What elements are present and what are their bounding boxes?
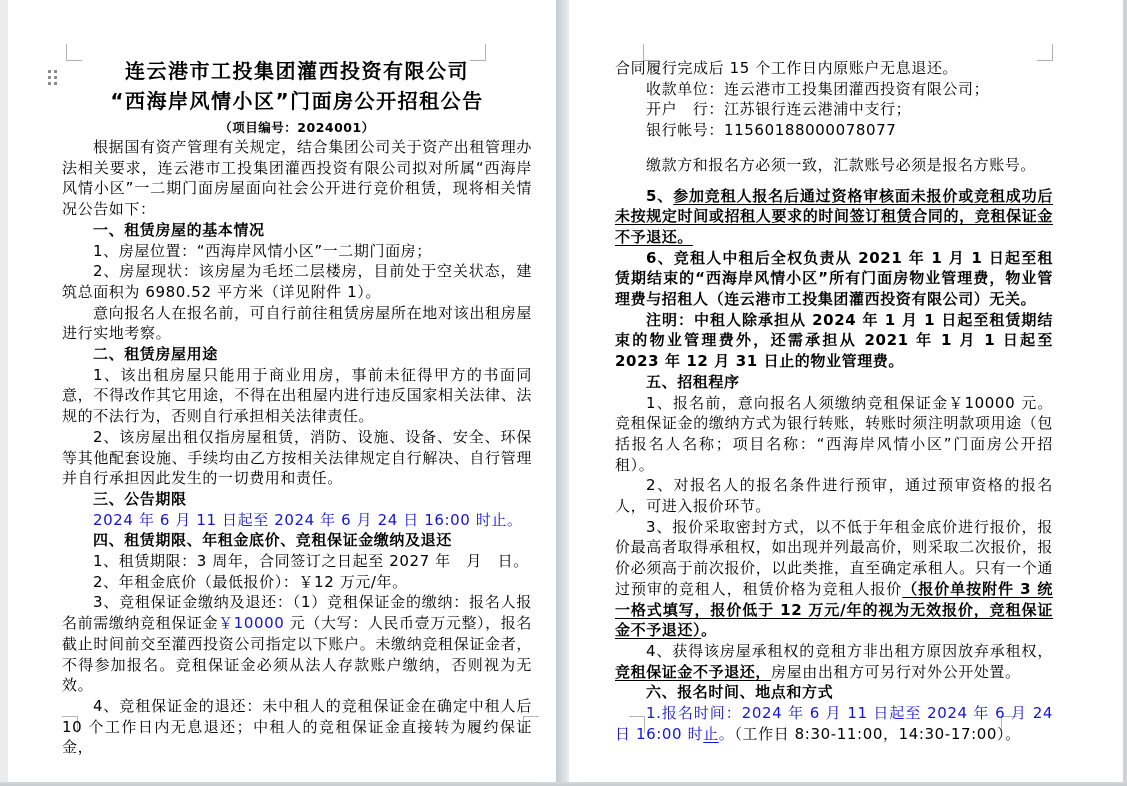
para-6[interactable] (62, 261, 532, 302)
para-8[interactable] (615, 248, 1053, 310)
para-10[interactable] (62, 427, 532, 489)
page-2-text-area[interactable] (615, 58, 1053, 745)
page-1-text-area[interactable] (62, 56, 532, 758)
next-page-edge (1123, 0, 1127, 786)
text-run: 五、招租程序 (646, 372, 740, 391)
text-run: 2、该房屋出租仅指房屋租赁，消防、设施、设备、安全、环保等其他配套设施、手续均由乙方按相关法律规定自行解决、自行管理并自行承担因此发生的一切费用和责任。 (62, 427, 532, 488)
text-run: 1、该出租房屋只能用于商业用房，事前未征得甲方的书面同意，不得改作其它用途，不得在出租屋内进行违反国家相关法律、法规的不法行为，否则自行承担相关法律责任。 (62, 365, 532, 426)
text-run: 2024 年 6 月 11 日起至 2024 年 6 月 24 日 16:00 时止。 (93, 510, 523, 529)
text-run: 3、报价采取密封方式，以不低于年租金底价进行报价，报价最高者取得承租权，如出现并列最高价，则采取二次报价，报价必须高于前次报价，以此类推，直至确定承租人。只有一个通过预审的竞租人，租赁价格为竞租人报价 (615, 517, 1053, 598)
section-4-heading[interactable] (62, 530, 532, 551)
text-run: （工作日 8:30-11:00，14:30-17:00）。 (734, 724, 1021, 743)
project-number[interactable] (62, 119, 532, 137)
intro-paragraph[interactable] (62, 137, 532, 220)
signup-time[interactable] (615, 703, 1053, 744)
para-7[interactable] (62, 303, 532, 344)
text-run: “西海岸风情小区”门面房公开招租公告 (110, 89, 484, 113)
text-run: 6、竞租人中租后全权负责从 2021 年 1 月 1 日起至租赁期结束的“西海岸风情小区”所有门面房物业管理费，物业管理费与招租人（连云港市工投集团灌西投资有限公司）无关。 (615, 248, 1053, 309)
text-run: 1.报名时间：2024 年 6 月 11 日起至 2024 年 6 月 24 日 16:00 时 (615, 704, 1053, 743)
blank-line (615, 176, 1053, 186)
text-run: 2、年租金底价（最低报价）：￥12 万元/年。 (93, 572, 408, 591)
text-run: 3、竞租保证金缴纳及退还：（1）竞租保证金的缴纳：报名人报名前需缴纳竞租保证金 (62, 593, 532, 633)
text-run: 意向报名人在报名前，可自行前往租赁房屋所在地对该出租房屋进行实地考察。 (62, 303, 532, 343)
text-run: 根据国有资产管理有关规定，结合集团公司关于资产出租管理办法相关要求，连云港市工投集团灌西投资有限公司拟对所属“西海岸风情小区”一二期门面房屋面向社会公开进行竞价租赁，现将相关情况公告如下： (62, 138, 532, 219)
para-13[interactable] (615, 517, 1053, 641)
bank-account[interactable] (615, 120, 1053, 141)
blank-line (615, 141, 1053, 155)
para-17[interactable] (62, 696, 532, 758)
text-run: 4、竞租保证金的退还：未中租人的竞租保证金在确定中租人后 10 个工作日内无息退还；中租人的竞租保证金直接转为履约保证金， (62, 696, 532, 757)
text-run: 连云港市工投集团灌西投资有限公司 (125, 59, 469, 83)
text-run: 四、租赁期限、年租金底价、竞租保证金缴纳及退还 (93, 531, 452, 550)
section-5-heading[interactable] (615, 372, 1053, 393)
text-run: 4、获得该房屋承租权的竞租方非出租方原因放弃承租权， (646, 641, 1053, 660)
text-run: 2、房屋现状：该房屋为毛坯二层楼房，目前处于空关状态，建筑总面积为 6980.52 平方米（详见附件 1）。 (62, 262, 532, 301)
text-run: 2、对报名人的报名条件进行预审，通过预审资格的报名人，可进入报价环节。 (615, 476, 1053, 516)
para-5[interactable] (615, 155, 1053, 176)
para-14[interactable] (62, 551, 532, 572)
text-run: 5、 (646, 186, 674, 205)
text-run: 六、报名时间、地点和方式 (646, 683, 834, 702)
text-run: 止 (703, 724, 719, 743)
text-run: 元（大写：人民币壹万元整），报名截止时间前交至灌西投资公司指定以下账户。未缴纳竞租保证金者，不得参加报名。竞租保证金必须从法人存款账户缴纳，否则视为无效。 (62, 614, 532, 695)
text-run: 三、公告期限 (93, 489, 187, 508)
text-run: 收款单位：连云港市工投集团灌西投资有限公司； (646, 79, 990, 98)
cont-0[interactable] (615, 58, 1053, 79)
doc-title-line-1[interactable] (62, 56, 532, 86)
para-5[interactable] (62, 241, 532, 262)
text-run: 。 (701, 621, 717, 640)
text-run: 银行帐号：11560188000078077 (646, 121, 897, 140)
text-run: 1、租赁期限：3 周年，合同签订之日起至 2027 年 月 日。 (93, 552, 529, 571)
section-3-heading[interactable] (62, 489, 532, 510)
section-6-heading[interactable] (615, 682, 1053, 703)
para-12[interactable] (615, 475, 1053, 516)
bank-name[interactable] (615, 99, 1053, 120)
payee-name[interactable] (615, 79, 1053, 100)
para-16[interactable] (62, 592, 532, 696)
doc-title-line-2[interactable] (62, 86, 532, 116)
text-run: 房屋由出租方可另行对外公开处置。 (771, 662, 1021, 681)
text-run: 参加竞租人报名后通过资格审核面未报价或竞租成功后未按规定时间或招租人要求的时间签订租赁合同的，竞租保证金不予退还。 (615, 186, 1054, 246)
para-11[interactable] (615, 393, 1053, 476)
text-run: （报价单按附件 3 统一格式填写，报价低于 12 万元/年的视为无效报价，竞租保证金不予退还） (615, 579, 1053, 640)
document-page-1[interactable] (8, 0, 556, 782)
text-run: ￥10000 (218, 614, 285, 633)
paragraph-drag-handle-icon[interactable] (48, 70, 58, 86)
para-14[interactable] (615, 641, 1053, 682)
text-run: 一、租赁房屋的基本情况 (93, 220, 265, 239)
text-run: （项目编号：2024001） (219, 120, 375, 135)
section-1-heading[interactable] (62, 220, 532, 241)
para-15[interactable] (62, 572, 532, 593)
notice-period[interactable] (62, 510, 532, 531)
text-run: 1、房屋位置：“西海岸风情小区”一二期门面房； (93, 241, 432, 260)
text-run: 竞租保证金不予退还， (615, 662, 772, 681)
page-gap (556, 0, 569, 782)
text-run: 1、报名前，意向报名人须缴纳竞租保证金￥10000 元。竞租保证金的缴纳方式为银行转账，转账时须注明款项用途（包括报名人名称；项目名称：“西海岸风情小区”门面房公开招租）。 (615, 393, 1053, 474)
text-run: 开户 行：江苏银行连云港浦中支行； (646, 100, 912, 119)
text-run: 二、租赁房屋用途 (93, 345, 218, 364)
para-9[interactable] (62, 365, 532, 427)
document-page-2[interactable] (569, 0, 1123, 782)
text-run: 缴款方和报名方必须一致，汇款账号必须是报名方账号。 (646, 155, 1037, 174)
para-7[interactable] (615, 186, 1053, 248)
text-run: 合同履行完成后 15 个工作日内原账户无息退还。 (615, 59, 959, 77)
text-run: 注明：中租人除承担从 2024 年 1 月 1 日起至租赁期结束的物业管理费外，还需承担从 2021 年 1 月 1 日起至 2023 年 12 月 31 日止的物业管理费。 (615, 310, 1053, 371)
page-bottom-edge (0, 782, 1127, 786)
text-run: 。 (718, 724, 735, 743)
para-9[interactable] (615, 310, 1053, 372)
section-2-heading[interactable] (62, 344, 532, 365)
